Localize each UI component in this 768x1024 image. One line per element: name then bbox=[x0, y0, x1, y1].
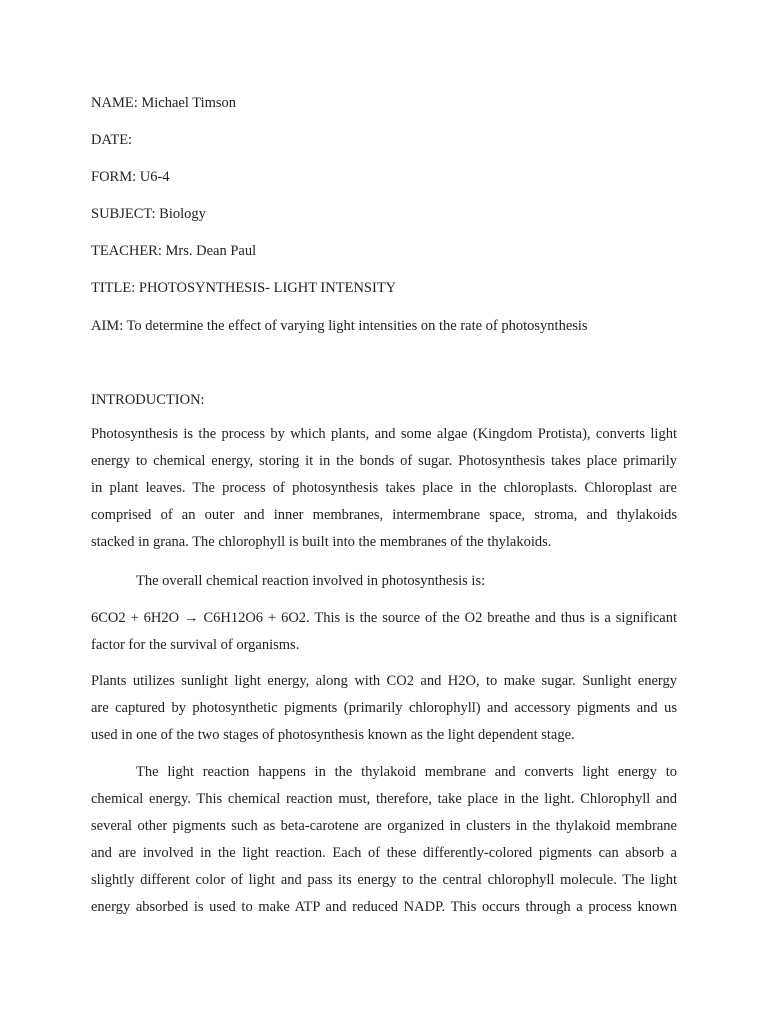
name-field: NAME: Michael Timson bbox=[91, 95, 237, 111]
paragraph-1-line: energy to chemical energy, storing it in the bonds of sugar. Photosynthesis takes place primarily bbox=[91, 453, 677, 469]
paragraph-5-line: slightly different color of light and pass its energy to the central chlorophyll molecule. The light bbox=[91, 872, 677, 888]
paragraph-4-line: are captured by photosynthetic pigments (primarily chlorophyll) and accessory pigments and us bbox=[91, 700, 677, 716]
paragraph-4-line: Plants utilizes sunlight light energy, along with CO2 and H2O, to make sugar. Sunlight energy bbox=[91, 673, 677, 689]
title-field: TITLE: PHOTOSYNTHESIS- LIGHT INTENSITY bbox=[91, 280, 397, 296]
paragraph-1 bbox=[91, 421, 677, 556]
paragraph-3-line: 6CO2 + 6H2O → C6H12O6 + 6O2. This is the source of the O2 breathe and thus is a significant bbox=[91, 610, 677, 626]
paragraph-5-line: The light reaction happens in the thylakoid membrane and converts light energy to bbox=[136, 764, 677, 780]
paragraph-5-line: energy absorbed is used to make ATP and reduced NADP. This occurs through a process known bbox=[91, 899, 677, 915]
date-field: DATE: bbox=[91, 132, 133, 148]
form-field: FORM: U6-4 bbox=[91, 169, 170, 185]
paragraph-1-line: in plant leaves. The process of photosynthesis takes place in the chloroplasts. Chloroplast are bbox=[91, 480, 677, 496]
paragraph-2-line: The overall chemical reaction involved in photosynthesis is: bbox=[136, 573, 486, 589]
paragraph-5-line: chemical energy. This chemical reaction must, therefore, take place in the light. Chlorophyll and bbox=[91, 791, 677, 807]
paragraph-1-line: stacked in grana. The chlorophyll is built into the membranes of the thylakoids. bbox=[91, 534, 552, 550]
paragraph-5-line: and are involved in the light reaction. Each of these differently-colored pigments can absorb a bbox=[91, 845, 677, 861]
paragraph-1-line: comprised of an outer and inner membranes, intermembrane space, stroma, and thylakoids bbox=[91, 507, 677, 523]
paragraph-3-line: factor for the survival of organisms. bbox=[91, 637, 300, 653]
aim-field: AIM: To determine the effect of varying light intensities on the rate of photosynthesis bbox=[91, 318, 588, 334]
paragraph-5-line: several other pigments such as beta-carotene are organized in clusters in the thylakoid membrane bbox=[91, 818, 677, 834]
paragraph-2 bbox=[91, 568, 677, 595]
paragraph-3 bbox=[91, 605, 677, 659]
paragraph-4-line: used in one of the two stages of photosynthesis known as the light dependent stage. bbox=[91, 727, 575, 743]
subject-field: SUBJECT: Biology bbox=[91, 206, 206, 222]
paragraph-4 bbox=[91, 668, 677, 749]
paragraph-5 bbox=[91, 759, 677, 921]
teacher-field: TEACHER: Mrs. Dean Paul bbox=[91, 243, 257, 259]
introduction-heading: INTRODUCTION: bbox=[91, 392, 205, 408]
paragraph-1-line: Photosynthesis is the process by which plants, and some algae (Kingdom Protista), converts light bbox=[91, 426, 677, 442]
